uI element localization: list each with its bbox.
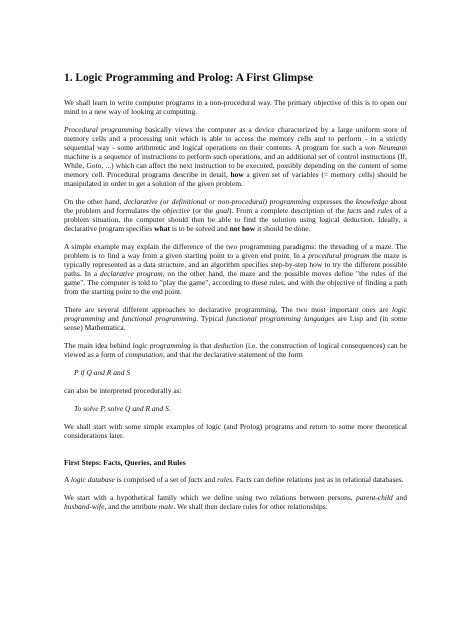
emph-term: husband-wife,	[64, 502, 107, 512]
emph-term: goal	[215, 206, 230, 216]
emph-term: von Neumann	[364, 143, 407, 153]
emph-term: functional programming languages	[226, 314, 335, 324]
text-run: on the other hand, the maze and the possible moves define "the rules of the game". The computer is told to "play the game", according to these rules, and with the objective of finding a path from the starting point to the end point.	[64, 269, 407, 297]
text-run: is that	[190, 341, 214, 351]
maze-example-paragraph	[64, 242, 407, 296]
family-paragraph	[64, 493, 407, 511]
emph-term: deduction	[213, 341, 244, 351]
approaches-paragraph	[64, 305, 407, 332]
text-run: , and that the declarative statement of the form	[162, 350, 303, 360]
main-idea-paragraph	[64, 341, 407, 359]
outlook-paragraph: We shall start with some simple examples of logic (and Prolog) programs and return to some more theoretical considerations later.	[64, 422, 407, 441]
emph-term: procedural program	[308, 251, 370, 261]
strong-term: what	[154, 224, 171, 234]
text-run: ). From a complete description of the	[229, 206, 348, 216]
text-run: basically views the computer as a device characterized by a large uniform store of memory cells and a processing unit which is able to access the memory cells and to perform - in a strictly sequential way - some arithmetic and logical operations on their contents. A program for such a	[64, 125, 407, 153]
emph-term: functional programming	[121, 314, 197, 324]
text-run: The main idea behind	[64, 341, 133, 351]
emph-term: logic database	[70, 475, 115, 485]
text-run: the maze is typically represented as a data structure, and an algorithm specifies step-by-step how to try the different possible paths. In a	[64, 251, 407, 279]
text-run: and	[202, 475, 218, 485]
text-run: it should be done.	[255, 224, 311, 234]
text-run: and	[104, 314, 122, 324]
text-run: On the other hand,	[64, 197, 124, 207]
text-run: . Typical	[196, 314, 227, 324]
text-run: is comprised of a set of	[114, 475, 189, 485]
emph-term: male	[158, 502, 174, 512]
procedural-interpretation-text: can also be interpreted procedurally as:	[64, 386, 182, 396]
text-run: (or the	[190, 206, 216, 216]
text-run: a given set of variables (= memory cells) should be manipulated in order to get a solution of the given problem.	[64, 170, 407, 189]
text-run: (i.e. the construction of logical consequences) can be viewed as a form of	[64, 341, 408, 360]
text-run: . We shall then declare rules for other relationships.	[173, 502, 328, 512]
emph-term: facts	[188, 475, 203, 485]
text-run: and	[361, 206, 378, 216]
emph-term: logic programming	[64, 305, 407, 324]
emph-term: objective	[163, 206, 191, 216]
text-run: and the attribute	[106, 502, 159, 512]
text-run: machine is a sequence of instructions to perform such operations, and an additional set of control instructions (If, While, Goto, ...) which can affect the next instruction to be executed, possibly depending on the content of some memory cell. Procedural programs describe in detail,	[64, 152, 407, 180]
text-run: A	[64, 475, 71, 485]
logic-database-paragraph	[64, 475, 407, 484]
emph-term: parent-child	[356, 493, 393, 503]
section-heading: First Steps: Facts, Queries, and Rules	[64, 458, 186, 468]
text-run: We start with a hypothetical family which we define using two relations between persons,	[64, 493, 356, 503]
emph-term: logic programming	[132, 341, 191, 351]
example-statement: P if Q and R and S	[74, 368, 131, 378]
emph-term: computation	[125, 350, 163, 360]
text-run: . Facts can define relations just as in relational databases.	[232, 475, 404, 485]
emph-term: declarative (or definitional or non-procedural) programming	[123, 197, 311, 207]
text-run: A simple example may explain the difference of the two programming paradigms: the threading of a maze. The problem is to find a way from a given starting point to a given end point. In a	[64, 242, 407, 261]
text-run: of a problem situation, the computer should then be able to find the solution using logical deduction. Ideally, a declarative program specifies	[64, 206, 407, 234]
declarative-paragraph	[64, 197, 407, 233]
emph-term: knowledge	[355, 197, 388, 207]
emph-term: declarative program,	[100, 269, 165, 279]
example-procedure: To solve P, solve Q and R and S.	[74, 404, 171, 414]
emph-term: rules	[217, 475, 233, 485]
procedural-paragraph	[64, 125, 407, 188]
strong-term: not how	[229, 224, 256, 234]
intro-paragraph: We shall learn to write computer programs in a non-procedural way. The primary objective of this is to open our mind to a new way of looking at computing.	[64, 98, 407, 117]
text-run: expresses the	[310, 197, 356, 207]
emph-term: facts	[347, 206, 362, 216]
emph-term: Procedural programming	[64, 125, 142, 135]
text-run: and	[392, 493, 407, 503]
text-run: There are several different approaches to declarative programming. The two most important ones are	[64, 305, 392, 315]
strong-term: how	[230, 170, 244, 180]
emph-term: rules	[377, 206, 393, 216]
page-title: 1. Logic Programming and Prolog: A First Glimpse	[64, 72, 313, 84]
text-run: are Lisp and (in some sense) Mathematica.	[64, 314, 408, 333]
text-run: is to be solved and	[170, 224, 230, 234]
text-run: about the problem and formulates the	[64, 197, 407, 216]
